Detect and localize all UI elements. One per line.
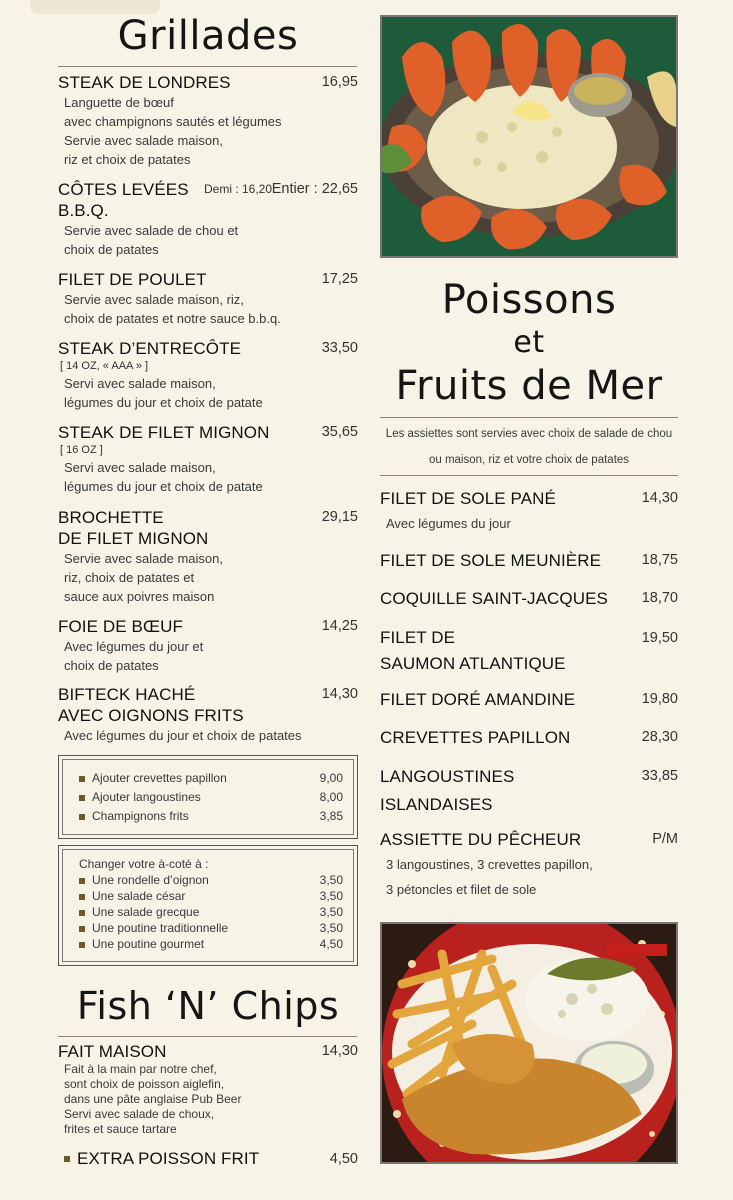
- item-desc-1: Servie avec salade maison, riz,: [64, 292, 244, 307]
- extras-box: [58, 755, 358, 839]
- item-price: 35,65: [321, 424, 358, 440]
- bullet-icon: [79, 814, 85, 820]
- sides-label: Une poutine traditionnelle: [92, 921, 229, 935]
- extras-label: Champignons frits: [92, 809, 189, 823]
- fish-rule: [58, 1036, 357, 1037]
- menu-item-sole-meuniere: [380, 550, 678, 571]
- sides-box: [58, 845, 358, 966]
- item-desc-2: avec champignons sautés et légumes: [64, 114, 282, 129]
- shrimp-platter-photo: [380, 15, 678, 258]
- item-desc-2: choix de patates: [64, 242, 159, 257]
- item-price: 28,30: [641, 729, 678, 745]
- item-desc-3: Servie avec salade maison,: [64, 133, 223, 148]
- item-name: BIFTECK HACHÉ: [58, 685, 196, 704]
- extra-fish-name: EXTRA POISSON FRIT: [77, 1149, 260, 1168]
- item-desc-5: frites et sauce tartare: [64, 1122, 177, 1136]
- sides-price: 3,50: [319, 905, 343, 919]
- item-desc-4: riz et choix de patates: [64, 152, 191, 167]
- fish-title: Fish ‘N’ Chips: [76, 984, 340, 1028]
- sides-label: Une rondelle d’oignon: [92, 873, 209, 887]
- item-desc-2: choix de patates et notre sauce b.b.q.: [64, 311, 281, 326]
- item-desc-1: Servi avec salade maison,: [64, 460, 216, 475]
- item-price: 18,75: [641, 552, 678, 568]
- bullet-icon: [79, 878, 85, 884]
- item-price: 16,95: [321, 74, 358, 90]
- menu-item-sole-pane: [380, 488, 678, 533]
- sides-row: [79, 905, 343, 919]
- item-name: STEAK D’ENTRECÔTE: [58, 339, 242, 358]
- extra-fish-price: 4,50: [329, 1150, 358, 1167]
- sides-price: 3,50: [319, 873, 343, 887]
- sides-row: [79, 889, 343, 903]
- menu-item-crevettes: [380, 727, 678, 748]
- seafood-rule-top: [380, 417, 678, 418]
- item-size: [ 16 OZ ]: [60, 444, 103, 456]
- item-desc-2: 3 pétoncles et filet de sole: [386, 882, 537, 897]
- seafood-rule-bottom: [380, 475, 678, 476]
- item-desc-2: légumes du jour et choix de patate: [64, 395, 263, 410]
- sides-label: Une salade grecque: [92, 905, 200, 919]
- extras-row: [79, 771, 343, 785]
- menu-item-assiette-pecheur: [380, 829, 678, 902]
- bullet-icon: [79, 894, 85, 900]
- item-price: 19,80: [641, 691, 678, 707]
- shrimp-platter-image: [382, 17, 676, 256]
- fish-chips-image: [382, 924, 676, 1162]
- grillades-title: Grillades: [117, 13, 299, 59]
- item-name: FILET DE SOLE MEUNIÈRE: [380, 551, 602, 570]
- seafood-note-1: Les assiettes sont servies avec choix de salade de chou: [385, 428, 673, 440]
- item-name: CREVETTES PAPILLON: [380, 728, 571, 747]
- fish-chips-photo: [380, 922, 678, 1164]
- item-size: [ 14 OZ, « AAA » ]: [60, 360, 149, 372]
- item-name-2: DE FILET MIGNON: [58, 529, 209, 548]
- item-name-2: AVEC OIGNONS FRITS: [58, 706, 244, 725]
- item-name: STEAK DE LONDRES: [58, 73, 231, 92]
- menu-item-brochette: [58, 507, 358, 606]
- item-price: 17,25: [321, 271, 358, 287]
- item-desc-1: Servie avec salade de chou et: [64, 223, 239, 238]
- item-name: LANGOUSTINES: [380, 767, 515, 786]
- item-name: BROCHETTE: [58, 508, 164, 527]
- item-name-2: B.B.Q.: [58, 201, 109, 220]
- extras-price: 3,85: [319, 809, 343, 823]
- menu-item-steak-entrecote: [58, 338, 358, 412]
- sides-heading: Changer votre à-coté à :: [79, 857, 209, 871]
- item-name-2: SAUMON ATLANTIQUE: [380, 654, 566, 673]
- item-price: 14,30: [321, 1043, 358, 1059]
- item-desc-1: Avec légumes du jour et: [64, 639, 204, 654]
- extras-price: 8,00: [319, 790, 343, 804]
- bullet-icon: [64, 1156, 70, 1162]
- bullet-icon: [79, 910, 85, 916]
- extra-fish-row: [64, 1148, 358, 1169]
- item-desc-2: riz, choix de patates et: [64, 570, 195, 585]
- sides-price: 4,50: [319, 937, 343, 951]
- sides-row: [79, 873, 343, 887]
- item-name: COQUILLE SAINT-JACQUES: [380, 589, 608, 608]
- item-desc-1: Servi avec salade maison,: [64, 376, 216, 391]
- item-desc-2: légumes du jour et choix de patate: [64, 479, 263, 494]
- item-name: FILET DE POULET: [58, 270, 207, 289]
- sides-row: [79, 921, 343, 935]
- item-desc-3: sauce aux poivres maison: [64, 589, 215, 604]
- menu-item-dore-amandine: [380, 689, 678, 710]
- item-desc-1: Servie avec salade maison,: [64, 551, 223, 566]
- item-price: 33,50: [321, 340, 358, 356]
- sides-price: 3,50: [319, 921, 343, 935]
- extras-row: [79, 790, 343, 804]
- item-price-entier: Entier : 22,65: [271, 181, 358, 197]
- item-desc-1: Avec légumes du jour: [386, 516, 511, 531]
- menu-item-foie-boeuf: [58, 616, 358, 675]
- item-name: FILET DE: [380, 628, 456, 647]
- bullet-icon: [79, 942, 85, 948]
- extras-price: 9,00: [319, 771, 343, 785]
- item-name: CÔTES LEVÉES: [58, 180, 189, 199]
- item-price: 18,70: [641, 590, 678, 606]
- menu-item-saumon: [380, 625, 678, 677]
- seafood-title-2: et: [513, 325, 545, 360]
- sides-label: Une salade césar: [92, 889, 186, 903]
- menu-item-steak-londres: [58, 72, 358, 169]
- seafood-title-1: Poissons: [441, 277, 617, 323]
- item-name: FILET DORÉ AMANDINE: [380, 690, 576, 709]
- item-price: 14,30: [321, 686, 358, 702]
- bullet-icon: [79, 776, 85, 782]
- sides-row: [79, 937, 343, 951]
- menu-item-bifteck-hache: [58, 684, 358, 745]
- item-name-2: ISLANDAISES: [380, 795, 493, 814]
- item-desc-4: Servi avec salade de choux,: [64, 1107, 215, 1121]
- bullet-icon: [79, 795, 85, 801]
- item-desc-1: Fait à la main par notre chef,: [64, 1062, 217, 1076]
- item-price: P/M: [652, 831, 678, 847]
- item-name: FILET DE SOLE PANÉ: [380, 489, 556, 508]
- bullet-icon: [79, 926, 85, 932]
- sides-price: 3,50: [319, 889, 343, 903]
- menu-item-cotes-levees: [58, 179, 358, 259]
- item-desc-2: sont choix de poisson aiglefin,: [64, 1077, 225, 1091]
- item-price-demi: Demi : 16,20: [204, 182, 273, 196]
- item-price: 14,30: [641, 490, 678, 506]
- item-name: FOIE DE BŒUF: [58, 617, 183, 636]
- grillades-rule: [58, 66, 357, 67]
- extras-label: Ajouter langoustines: [92, 790, 201, 804]
- item-price: 19,50: [641, 630, 678, 646]
- item-desc-1: Languette de bœuf: [64, 95, 174, 110]
- item-price: 29,15: [321, 509, 358, 525]
- item-desc-1: Avec légumes du jour et choix de patates: [64, 728, 302, 743]
- item-name: ASSIETTE DU PÊCHEUR: [380, 830, 582, 849]
- seafood-note-2: ou maison, riz et votre choix de patates: [428, 454, 630, 466]
- menu-item-langoustines: [380, 763, 678, 819]
- menu-item-coquille: [380, 588, 678, 609]
- extras-label: Ajouter crevettes papillon: [92, 771, 227, 785]
- sides-label: Une poutine gourmet: [92, 937, 205, 951]
- extras-row: [79, 809, 343, 823]
- item-desc-1: 3 langoustines, 3 crevettes papillon,: [386, 857, 593, 872]
- item-desc-2: choix de patates: [64, 658, 159, 673]
- item-desc-3: dans une pâte anglaise Pub Beer: [64, 1092, 242, 1106]
- seafood-title-3: Fruits de Mer: [395, 363, 663, 409]
- item-name: STEAK DE FILET MIGNON: [58, 423, 270, 442]
- item-price: 14,25: [321, 618, 358, 634]
- menu-item-fish-chips: [58, 1041, 358, 1137]
- menu-item-steak-filet-mignon: [58, 422, 358, 496]
- item-name: FAIT MAISON: [58, 1042, 167, 1061]
- menu-item-filet-poulet: [58, 269, 358, 328]
- item-price: 33,85: [641, 768, 678, 784]
